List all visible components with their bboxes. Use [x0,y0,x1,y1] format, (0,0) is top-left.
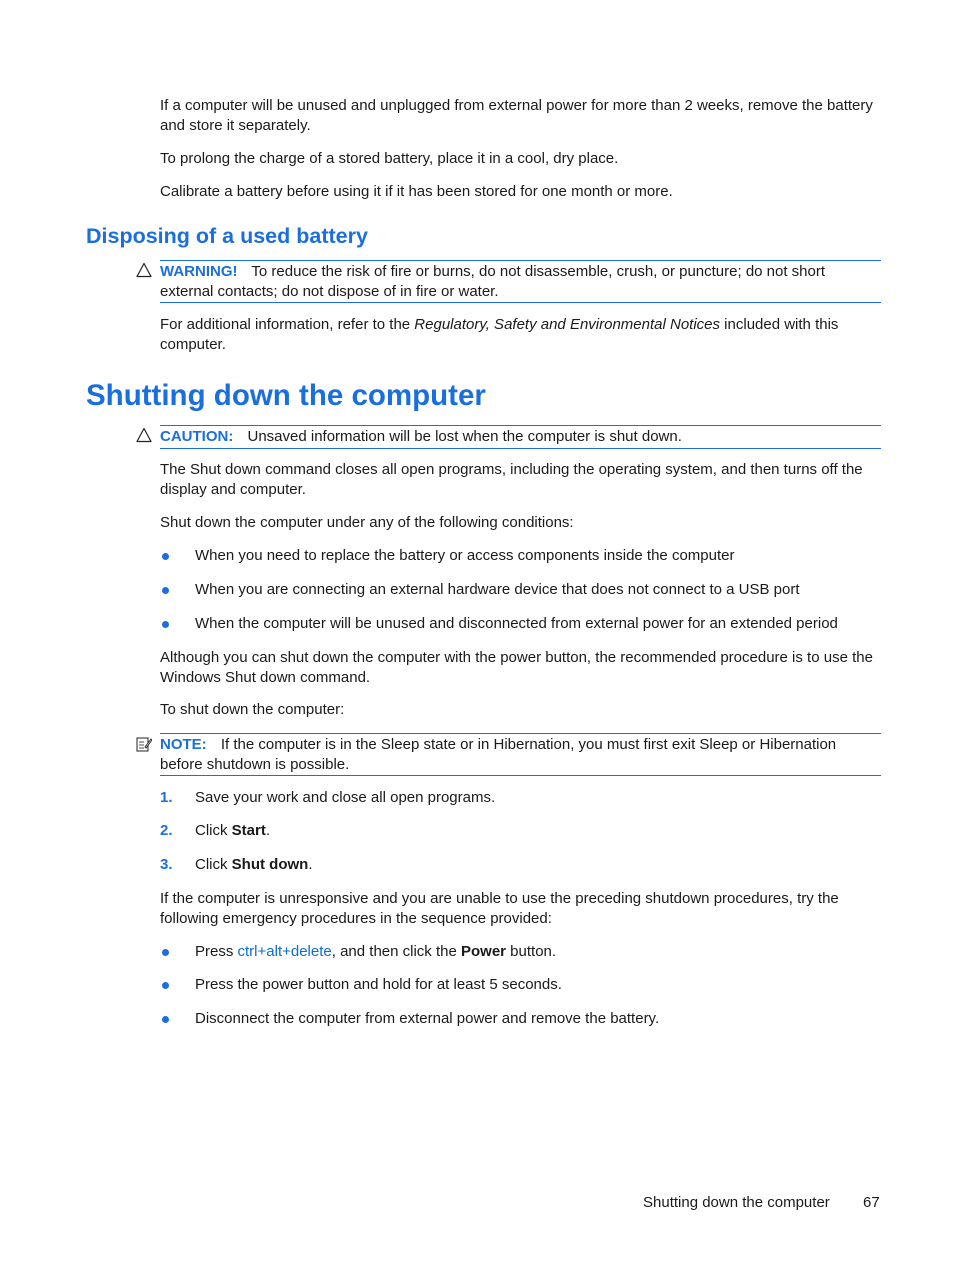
warning-label: WARNING! [160,263,238,280]
condition-item: When you need to replace the battery or access components inside the computer [195,547,735,564]
shutdown-paragraph-3: Although you can shut down the computer with the power button, the recommended procedure is to use the Windows Shut down command. [160,649,873,686]
warning-triangle-icon [136,262,152,278]
step-period: . [265,822,271,839]
bullet-dot [162,587,169,594]
emergency-text: Press [195,943,238,960]
key-combo: ctrl+alt+delete [237,943,332,960]
step-number: 3. [160,856,173,873]
shutdown-paragraph-5: If the computer is unresponsive and you are unable to use the preceding shutdown procedures, try the following emergency procedures in the sequence provided: [160,890,839,927]
bullet-dot [162,1016,169,1023]
note-label: NOTE: [160,736,207,753]
step-item [195,821,885,841]
bullet-dot [162,621,169,628]
intro-paragraph-1: If a computer will be unused and unplugged from external power for more than 2 weeks, remove the battery and store it separately. [160,97,873,134]
step-text: Save your work and close all open programs. [195,789,496,806]
intro-paragraph-3: Calibrate a battery before using it if it has been stored for one month or more. [160,183,673,200]
power-command: Power [461,943,507,960]
warning-notice [160,260,881,303]
caution-label: CAUTION: [160,428,234,445]
shutdown-paragraph-1: The Shut down command closes all open programs, including the operating system, and then turns off the display and computer. [160,461,863,498]
disposing-heading: Disposing of a used battery [86,224,368,248]
bullet-dot [162,553,169,560]
caution-text: Unsaved information will be lost when the computer is shut down. [247,428,682,445]
step-text: Click [195,822,232,839]
shutdown-paragraph-2: Shut down the computer under any of the following conditions: [160,514,574,531]
step-text: Click [195,856,232,873]
notices-title: Regulatory, Safety and Environmental Notices [414,316,721,333]
note-text: If the computer is in the Sleep state or in Hibernation, you must first exit Sleep or Hibernation before shutdown is possible. [160,736,837,773]
page-number: 67 [863,1194,880,1211]
disposing-info-paragraph [160,315,882,354]
info-text: For additional information, refer to the [160,316,415,333]
intro-paragraph-2: To prolong the charge of a stored battery, place it in a cool, dry place. [160,150,619,167]
step-number: 1. [160,789,173,806]
emergency-text: button. [506,943,557,960]
emergency-text: , and then click the [331,943,461,960]
step-number: 2. [160,822,173,839]
step-start-command: Start [231,822,266,839]
shutdown-heading: Shutting down the computer [86,379,486,412]
step-item [195,788,885,808]
caution-triangle-icon [136,427,152,443]
condition-item: When you are connecting an external hardware device that does not connect to a USB port [195,581,800,598]
info-text-end: included with this computer. [160,316,839,353]
caution-notice [160,425,881,449]
bullet-dot [162,982,169,989]
bullet-dot [162,949,169,956]
note-pencil-icon [136,736,152,752]
warning-text: To reduce the risk of fire or burns, do not disassemble, crush, or puncture; do not short external contacts; do not dispose of in fire or water. [160,263,826,300]
emergency-item: Disconnect the computer from external power and remove the battery. [195,1010,660,1027]
note-notice [160,733,881,776]
emergency-item: Press the power button and hold for at least 5 seconds. [195,976,562,993]
step-shutdown-command: Shut down [231,856,309,873]
condition-item: When the computer will be unused and disconnected from external power for an extended period [195,615,838,632]
step-period: . [308,856,313,873]
step-item [195,855,885,875]
footer-section-title: Shutting down the computer [643,1194,830,1211]
emergency-item [195,942,885,962]
shutdown-paragraph-4: To shut down the computer: [160,701,345,718]
